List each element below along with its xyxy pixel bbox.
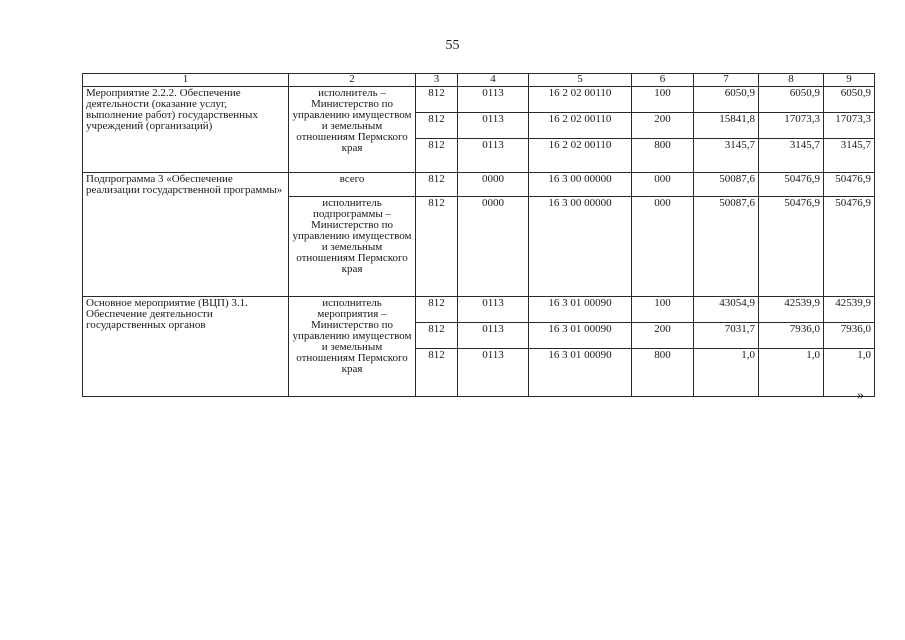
cell-section: 0113 <box>458 297 529 323</box>
header-cell: 5 <box>529 74 632 87</box>
cell-expense-type: 000 <box>632 197 694 297</box>
cell-amount: 17073,3 <box>824 113 875 139</box>
page-number: 55 <box>445 38 460 53</box>
cell-target-article: 16 3 00 00000 <box>529 173 632 197</box>
cell-expense-type: 200 <box>632 323 694 349</box>
header-cell: 3 <box>416 74 458 87</box>
table-row <box>83 173 875 197</box>
cell-target-article: 16 2 02 00110 <box>529 113 632 139</box>
cell-amount: 6050,9 <box>759 87 824 113</box>
cell-amount: 42539,9 <box>824 297 875 323</box>
header-row <box>83 74 875 87</box>
activity-name: Основное мероприятие (ВЦП) 3.1. Обеспечение деятельности государственных органов <box>83 297 289 397</box>
cell-amount: 50476,9 <box>824 197 875 297</box>
header-cell: 9 <box>824 74 875 87</box>
cell-amount: 1,0 <box>694 349 759 397</box>
cell-grbs: 812 <box>416 113 458 139</box>
executor-cell: исполнитель – Министерство по управлению имуществом и земельным отношениям Пермского края <box>289 87 416 173</box>
cell-section: 0000 <box>458 197 529 297</box>
cell-expense-type: 100 <box>632 297 694 323</box>
header-cell: 8 <box>759 74 824 87</box>
cell-amount: 50476,9 <box>759 173 824 197</box>
header-cell: 1 <box>83 74 289 87</box>
cell-amount: 17073,3 <box>759 113 824 139</box>
cell-amount: 43054,9 <box>694 297 759 323</box>
cell-target-article: 16 2 02 00110 <box>529 139 632 173</box>
total-label: всего <box>289 173 416 197</box>
cell-target-article: 16 3 01 00090 <box>529 323 632 349</box>
cell-amount: 50087,6 <box>694 197 759 297</box>
cell-amount: 3145,7 <box>694 139 759 173</box>
cell-target-article: 16 3 01 00090 <box>529 297 632 323</box>
cell-grbs: 812 <box>416 87 458 113</box>
cell-amount: 6050,9 <box>694 87 759 113</box>
cell-grbs: 812 <box>416 323 458 349</box>
executor-cell: исполнитель мероприятия – Министерство по управлению имуществом и земельным отношениям Пермского края <box>289 297 416 397</box>
cell-section: 0113 <box>458 87 529 113</box>
closing-quote: » <box>857 388 864 403</box>
budget-table <box>82 73 875 397</box>
cell-section: 0113 <box>458 113 529 139</box>
cell-amount: 50476,9 <box>759 197 824 297</box>
cell-target-article: 16 2 02 00110 <box>529 87 632 113</box>
cell-expense-type: 000 <box>632 173 694 197</box>
header-cell: 6 <box>632 74 694 87</box>
header-cell: 7 <box>694 74 759 87</box>
cell-amount: 42539,9 <box>759 297 824 323</box>
cell-grbs: 812 <box>416 139 458 173</box>
table-row <box>83 87 875 113</box>
cell-amount: 1,0 <box>759 349 824 397</box>
cell-amount: 6050,9 <box>824 87 875 113</box>
cell-section: 0113 <box>458 323 529 349</box>
activity-name: Мероприятие 2.2.2. Обеспечение деятельности (оказание услуг, выполнение работ) государственных учреждений (организаций) <box>83 87 289 173</box>
cell-grbs: 812 <box>416 297 458 323</box>
cell-target-article: 16 3 01 00090 <box>529 349 632 397</box>
subprogram-name: Подпрограмма 3 «Обеспечение реализации государственной программы» <box>83 173 289 297</box>
header-cell: 2 <box>289 74 416 87</box>
cell-amount: 3145,7 <box>759 139 824 173</box>
cell-amount: 7031,7 <box>694 323 759 349</box>
cell-grbs: 812 <box>416 197 458 297</box>
cell-amount: 50087,6 <box>694 173 759 197</box>
cell-expense-type: 200 <box>632 113 694 139</box>
cell-expense-type: 800 <box>632 349 694 397</box>
cell-section: 0000 <box>458 173 529 197</box>
cell-section: 0113 <box>458 349 529 397</box>
cell-amount: 7936,0 <box>824 323 875 349</box>
cell-amount: 15841,8 <box>694 113 759 139</box>
cell-section: 0113 <box>458 139 529 173</box>
cell-amount: 7936,0 <box>759 323 824 349</box>
cell-amount: 3145,7 <box>824 139 875 173</box>
table-row <box>83 297 875 323</box>
header-cell: 4 <box>458 74 529 87</box>
cell-expense-type: 100 <box>632 87 694 113</box>
cell-target-article: 16 3 00 00000 <box>529 197 632 297</box>
cell-expense-type: 800 <box>632 139 694 173</box>
cell-amount: 50476,9 <box>824 173 875 197</box>
cell-grbs: 812 <box>416 173 458 197</box>
cell-amount: 1,0 <box>824 349 875 397</box>
executor-cell: исполнитель подпрограммы – Министерство по управлению имуществом и земельным отношениям Пермского края <box>289 197 416 297</box>
cell-grbs: 812 <box>416 349 458 397</box>
